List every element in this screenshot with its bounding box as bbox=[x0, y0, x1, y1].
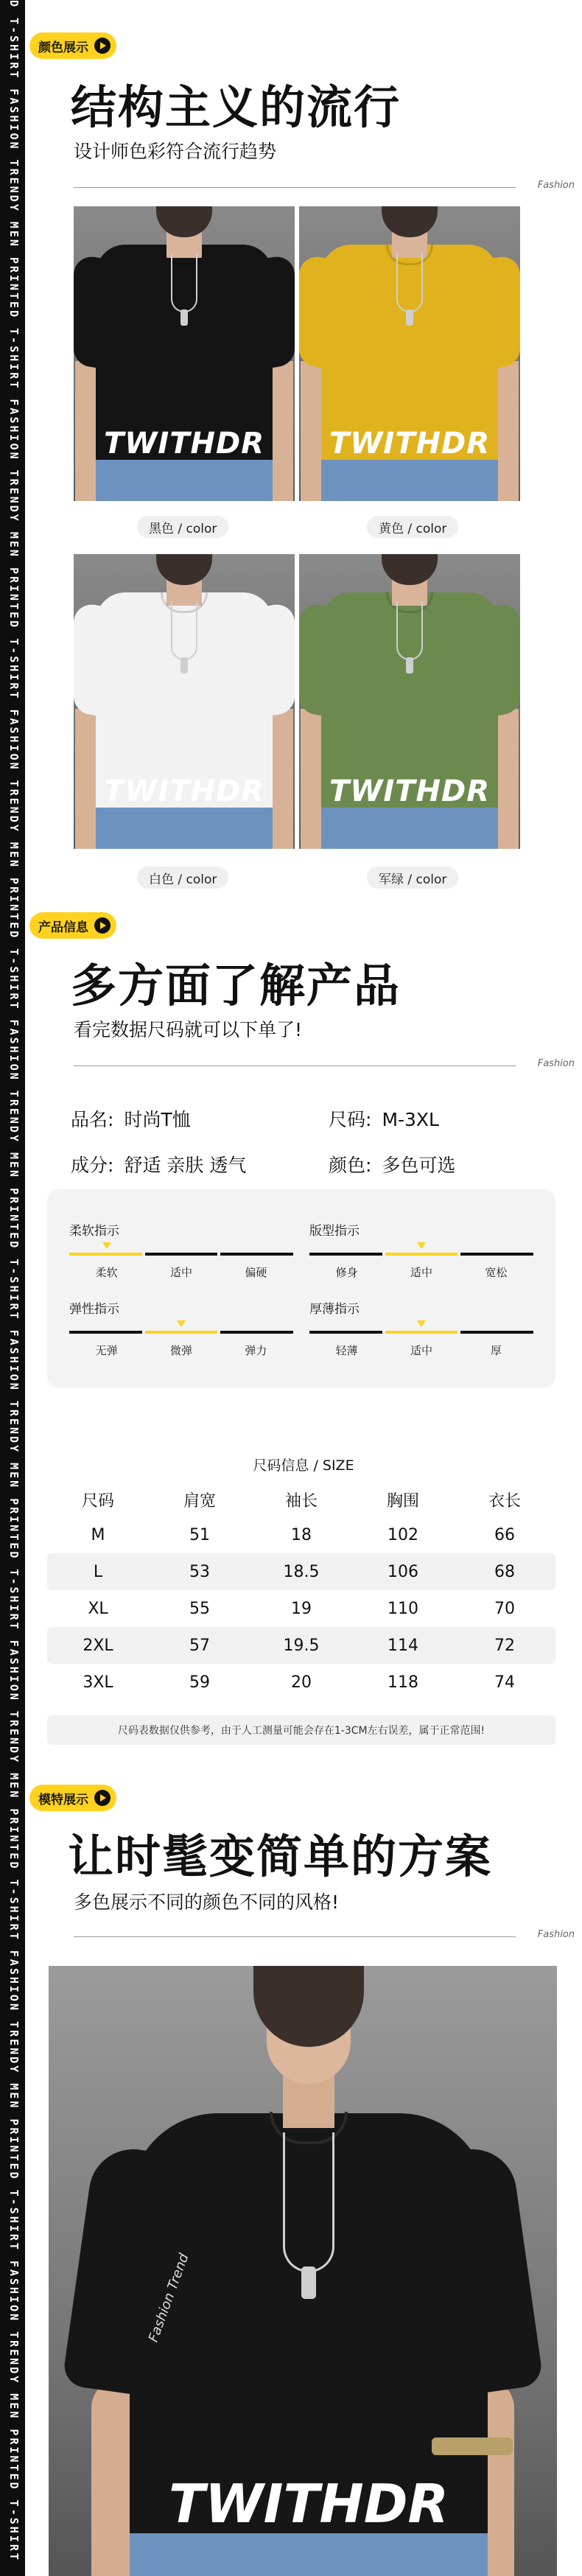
section-pill-colors bbox=[29, 32, 116, 59]
info-fabric bbox=[71, 1151, 246, 1177]
info-fabric-key: 成分: bbox=[71, 1155, 114, 1176]
fashion-divider bbox=[74, 1929, 582, 1944]
color-label-black: 黑色 / color bbox=[137, 516, 228, 538]
index-marker bbox=[102, 1242, 111, 1249]
shirt-print-text: TWITHDR bbox=[321, 775, 498, 808]
info-name-key: 品名: bbox=[71, 1109, 114, 1130]
table-cell: 51 bbox=[189, 1525, 210, 1544]
table-cell: 2XL bbox=[83, 1636, 113, 1655]
divider-line bbox=[74, 1936, 516, 1937]
divider-line bbox=[74, 1065, 516, 1066]
shirt-print bbox=[321, 427, 498, 501]
product-card-white bbox=[74, 554, 295, 849]
index-labels bbox=[69, 1343, 293, 1358]
index-label: 适中 bbox=[410, 1344, 432, 1357]
fashion-divider bbox=[74, 180, 582, 195]
table-cell: 3XL bbox=[83, 1673, 113, 1692]
product-card-yellow bbox=[299, 206, 520, 501]
info-color bbox=[329, 1151, 455, 1177]
table-cell: 114 bbox=[388, 1636, 418, 1655]
info-name-value: 时尚T恤 bbox=[124, 1109, 191, 1130]
table-cell: 19.5 bbox=[283, 1636, 320, 1655]
table-row bbox=[47, 1553, 555, 1590]
shirt-print-text: TWITHDR bbox=[96, 775, 273, 808]
model-photo bbox=[49, 1966, 557, 2576]
shirt-print-text: TWITHDR bbox=[96, 427, 273, 460]
color-label-green: 军绿 / color bbox=[367, 867, 458, 889]
main-content bbox=[25, 0, 582, 2576]
header-cell: 尺码 bbox=[81, 1491, 114, 1511]
table-cell: 68 bbox=[494, 1562, 515, 1581]
index-label: 微弹 bbox=[169, 1344, 192, 1357]
index-bar bbox=[69, 1253, 293, 1256]
index-label: 修身 bbox=[335, 1266, 358, 1279]
fashion-divider bbox=[74, 1058, 582, 1073]
info-color-key: 颜色: bbox=[329, 1155, 372, 1176]
index-title: 柔软指示 bbox=[69, 1224, 119, 1239]
size-table-note: 尺码表数据仅供参考，由于人工测量可能会存在1-3CM左右误差，属于正常范围! bbox=[47, 1715, 555, 1745]
table-cell: 72 bbox=[494, 1636, 515, 1655]
sleeve-print-text: Fashion Trend bbox=[145, 2251, 192, 2345]
header-cell: 肩宽 bbox=[183, 1491, 216, 1511]
fashion-word: Fashion bbox=[537, 180, 575, 191]
index-bar bbox=[69, 1331, 293, 1334]
index-label: 厚 bbox=[490, 1344, 502, 1357]
table-cell: 18 bbox=[291, 1525, 312, 1544]
fashion-word: Fashion bbox=[537, 1058, 575, 1069]
side-banner bbox=[0, 0, 25, 2576]
watch-icon bbox=[432, 2437, 513, 2455]
play-arrow-icon bbox=[94, 917, 111, 934]
section-pill-label: 产品信息 bbox=[38, 920, 88, 935]
size-table-header bbox=[47, 1483, 555, 1516]
index-bar bbox=[309, 1253, 533, 1256]
shirt-print-text: TWITHDR bbox=[321, 427, 498, 460]
table-cell: 102 bbox=[388, 1525, 418, 1544]
index-marker bbox=[417, 1242, 426, 1249]
section-subtitle: 看完数据尺码就可以下单了! bbox=[74, 1019, 303, 1040]
index-label: 柔软 bbox=[95, 1266, 118, 1279]
side-banner-text: D T-SHIRT FASHION TRENDY MEN PRINTED T-SHIRT FASHION TRENDY MEN PRINTED T-SHIRT FASHION TRENDY MEN PRINTED T-SHIRT FASHION TRENDY MEN PRINTED T-SHIRT FASHION TRENDY MEN PRINTED T-SHIRT FASHION TRENDY MEN PRINTED T-SHIRT FASHION TRENDY MEN PRINTED T-SHIRT FASHION TRENDY MEN PRINTED T-SHIRT bbox=[7, 0, 21, 2562]
table-cell: L bbox=[93, 1562, 103, 1581]
color-label-yellow: 黄色 / color bbox=[367, 516, 458, 538]
section-pill-info bbox=[29, 912, 116, 939]
index-label: 弹力 bbox=[245, 1344, 267, 1357]
thickness-index bbox=[309, 1298, 533, 1372]
section-subtitle: 多色展示不同的颜色不同的风格! bbox=[74, 1891, 340, 1913]
index-title: 弹性指示 bbox=[69, 1302, 119, 1317]
section-pill-model bbox=[29, 1785, 116, 1811]
table-cell: 59 bbox=[189, 1673, 210, 1692]
info-size-value: M-3XL bbox=[382, 1109, 439, 1130]
play-arrow-icon bbox=[94, 1790, 111, 1806]
table-cell: 66 bbox=[494, 1525, 515, 1544]
index-bar bbox=[309, 1331, 533, 1334]
index-label: 适中 bbox=[169, 1266, 192, 1279]
section-title: 结构主义的流行 bbox=[71, 80, 402, 134]
section-pill-label: 模特展示 bbox=[38, 1792, 88, 1807]
table-cell: 57 bbox=[189, 1636, 210, 1655]
table-cell: M bbox=[91, 1525, 105, 1544]
shirt-print bbox=[96, 427, 273, 501]
size-table bbox=[47, 1483, 555, 1701]
size-table-title: 尺码信息 / SIZE bbox=[253, 1457, 354, 1474]
info-size bbox=[329, 1105, 439, 1132]
section-pill-label: 颜色展示 bbox=[38, 40, 88, 55]
header-cell: 衣长 bbox=[488, 1491, 521, 1511]
index-title: 版型指示 bbox=[309, 1224, 360, 1239]
index-title: 厚薄指示 bbox=[309, 1302, 360, 1317]
table-cell: 118 bbox=[388, 1673, 418, 1692]
index-label: 适中 bbox=[410, 1266, 432, 1279]
info-size-key: 尺码: bbox=[329, 1109, 372, 1130]
index-marker bbox=[177, 1320, 186, 1327]
divider-line bbox=[74, 187, 516, 188]
shirt-print bbox=[96, 775, 273, 849]
info-fabric-value: 舒适 亲肤 透气 bbox=[124, 1155, 247, 1176]
index-labels bbox=[69, 1264, 293, 1280]
table-cell: 74 bbox=[494, 1673, 515, 1692]
softness-index bbox=[69, 1220, 293, 1294]
table-cell: 18.5 bbox=[283, 1562, 320, 1581]
table-cell: 53 bbox=[189, 1562, 210, 1581]
index-marker bbox=[417, 1320, 426, 1327]
elasticity-index bbox=[69, 1298, 293, 1372]
table-cell: 55 bbox=[189, 1599, 210, 1618]
table-cell: 106 bbox=[388, 1562, 418, 1581]
index-label: 轻薄 bbox=[335, 1344, 358, 1357]
product-card-black bbox=[74, 206, 295, 501]
index-label: 无弹 bbox=[95, 1344, 118, 1357]
table-cell: 110 bbox=[388, 1599, 418, 1618]
info-name bbox=[71, 1105, 191, 1132]
table-row bbox=[47, 1516, 555, 1553]
table-row bbox=[47, 1590, 555, 1627]
play-arrow-icon bbox=[94, 38, 111, 54]
header-cell: 袖长 bbox=[284, 1491, 318, 1511]
table-row bbox=[47, 1627, 555, 1664]
table-cell: 20 bbox=[291, 1673, 312, 1692]
index-labels bbox=[309, 1343, 533, 1358]
section-title: 多方面了解产品 bbox=[71, 959, 402, 1012]
section-subtitle: 设计师色彩符合流行趋势 bbox=[74, 141, 277, 162]
table-cell: XL bbox=[88, 1599, 108, 1618]
index-label: 宽松 bbox=[485, 1266, 508, 1279]
product-card-green bbox=[299, 554, 520, 849]
table-cell: 19 bbox=[291, 1599, 312, 1618]
index-label: 偏硬 bbox=[245, 1266, 267, 1279]
table-cell: 70 bbox=[494, 1599, 515, 1618]
shirt-print bbox=[321, 775, 498, 849]
fabric-index-panel bbox=[47, 1189, 555, 1388]
fashion-word: Fashion bbox=[537, 1929, 575, 1940]
table-row bbox=[47, 1664, 555, 1701]
model-shirt-print bbox=[130, 2474, 488, 2576]
color-label-white: 白色 / color bbox=[137, 867, 228, 889]
header-cell: 胸围 bbox=[386, 1491, 419, 1511]
model-print-text: TWITHDR bbox=[169, 2474, 449, 2533]
section-title: 让时髦变简单的方案 bbox=[68, 1830, 493, 1883]
info-color-value: 多色可选 bbox=[382, 1155, 456, 1176]
index-labels bbox=[309, 1264, 533, 1280]
fit-index bbox=[309, 1220, 533, 1294]
